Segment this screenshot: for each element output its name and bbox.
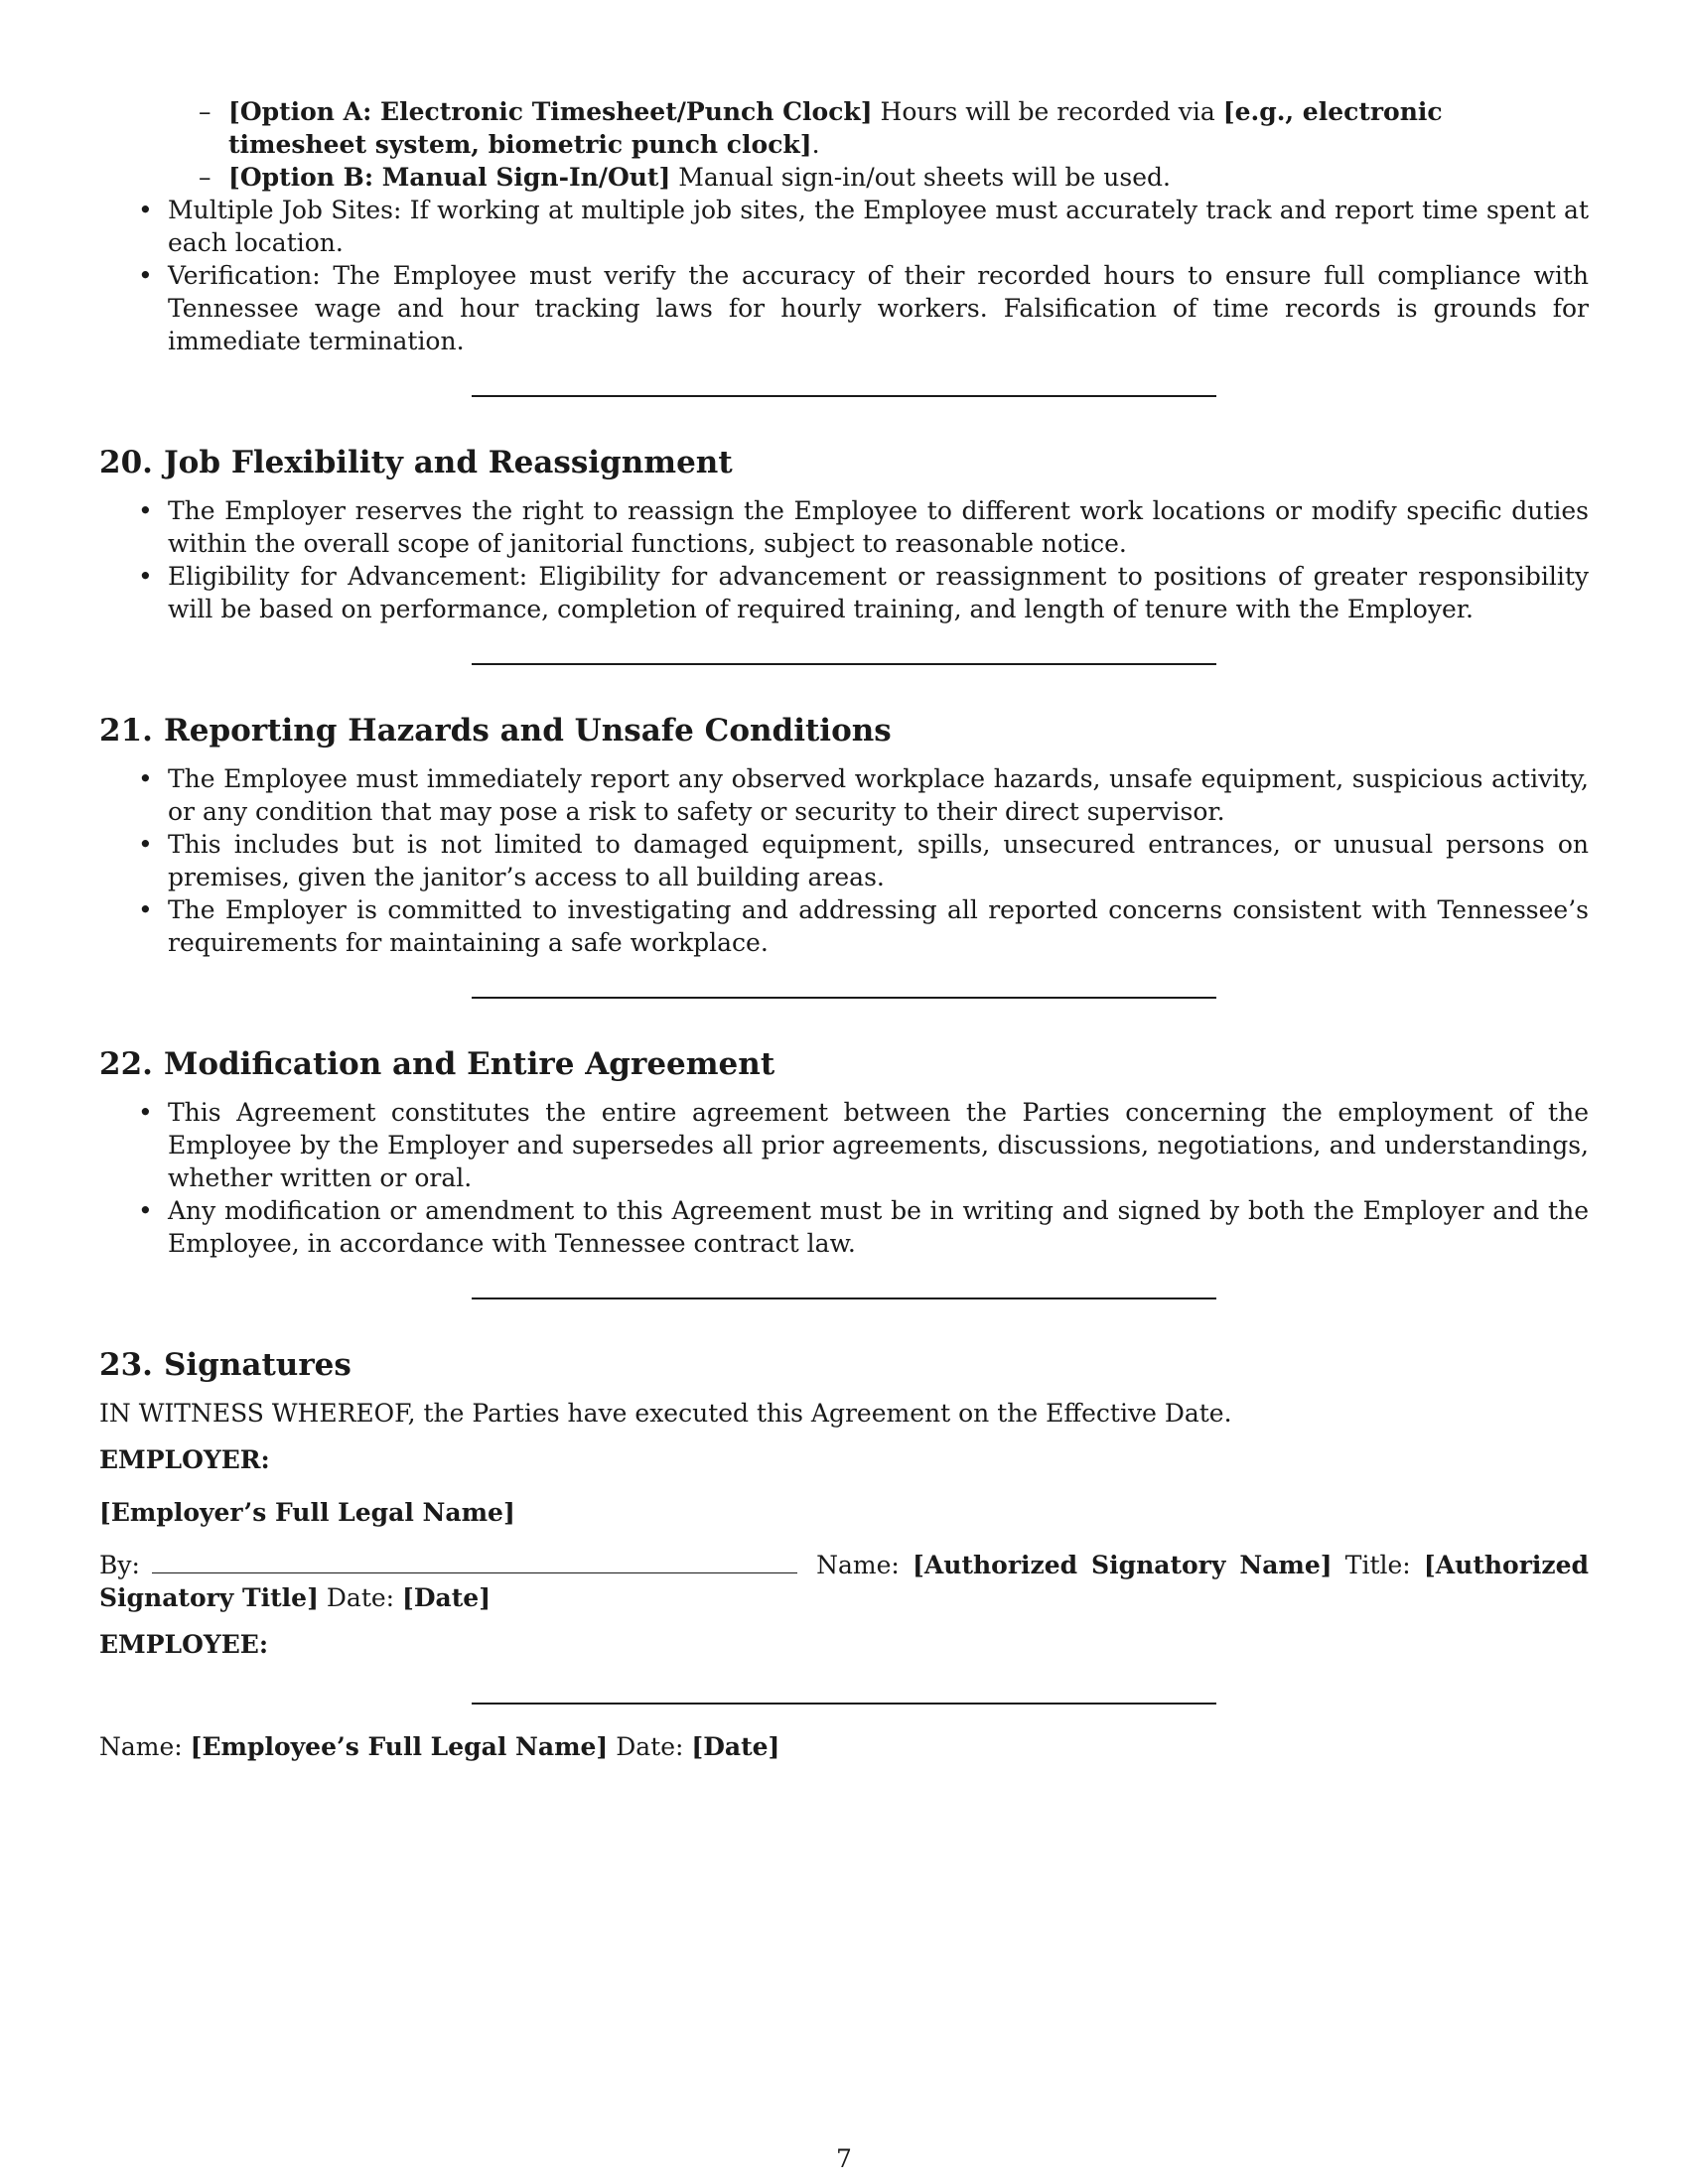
employee-name-label: Name: <box>99 1732 183 1761</box>
bullet-icon: • <box>138 764 153 793</box>
dash-marker: – <box>199 163 211 192</box>
option-a-text: Hours will be recorded via <box>872 97 1223 126</box>
section-title-23: 23. Signatures <box>99 1347 352 1383</box>
bullet-icon: • <box>138 895 153 924</box>
section-21-bullets <box>99 762 1589 959</box>
bullet-icon: • <box>138 1098 153 1127</box>
section-title-20: 20. Job Flexibility and Reassignment <box>99 445 733 480</box>
section-title-22: 22. Modification and Entire Agreement <box>99 1046 775 1082</box>
employer-signature-line[interactable] <box>152 1551 797 1573</box>
list-item: • Multiple Job Sites: If working at multiple job sites, the Employee must accurately track and report time spent at each location. <box>138 196 1589 257</box>
bullet-icon: • <box>138 1196 153 1225</box>
authorized-signatory-name: [Authorized Signatory Name] <box>913 1551 1333 1579</box>
authorized-signatory-title: [Authorized Signatory Title] <box>99 1551 1589 1612</box>
option-a-label: [Option A: Electronic Timesheet/Punch Clock] <box>228 97 873 126</box>
list-item: • The Employer reserves the right to reassign the Employee to different work locations or modify specific duties within the overall scope of janitorial functions, subject to reasonable notice. <box>138 496 1589 558</box>
section-divider <box>472 663 1216 665</box>
section-22-bullets <box>99 1096 1589 1260</box>
page-number: 7 <box>836 2144 852 2173</box>
employee-date: [Date] <box>691 1732 780 1761</box>
list-item: • The Employer is committed to investigating and addressing all reported concerns consistent with Tennessee’s requirements for maintaining a safe workplace. <box>138 895 1589 957</box>
document-page <box>99 95 1589 1763</box>
section-divider <box>472 1297 1216 1299</box>
option-b-label: [Option B: Manual Sign-In/Out] <box>228 163 671 192</box>
title-label: Title: <box>1344 1551 1411 1579</box>
employee-signature-block <box>99 1730 1589 1763</box>
section-20-bullets <box>99 494 1589 625</box>
employer-signature-block <box>99 1549 1589 1614</box>
name-label: Name: <box>816 1551 900 1579</box>
employer-date: [Date] <box>402 1583 492 1612</box>
bullet-icon: • <box>138 496 153 525</box>
bullet-icon: • <box>138 562 153 591</box>
list-item: • This Agreement constitutes the entire agreement between the Parties concerning the employment of the Employee by the Employer and supersedes all prior agreements, discussions, negotiations, and understandings, whether written or oral. <box>138 1098 1589 1192</box>
list-item: • The Employee must immediately report any observed workplace hazards, unsafe equipment, suspicious activity, or any condition that may pose a risk to safety or security to their direct supervisor. <box>138 764 1589 826</box>
employee-name: [Employee’s Full Legal Name] <box>190 1732 609 1761</box>
employee-date-label: Date: <box>616 1732 684 1761</box>
date-label: Date: <box>326 1583 395 1612</box>
option-a-item <box>199 95 1589 161</box>
bullet-icon: • <box>138 830 153 859</box>
timekeeping-bullets <box>99 194 1589 357</box>
option-a-end: . <box>811 130 820 159</box>
timekeeping-options <box>199 95 1589 194</box>
employee-signature-line[interactable] <box>472 1703 1216 1705</box>
dash-marker: – <box>199 97 211 126</box>
option-a-example: [e.g., electronic timesheet system, biometric punch clock] <box>228 97 1443 159</box>
list-item: • Any modification or amendment to this Agreement must be in writing and signed by both the Employer and the Employee, in accordance with Tennessee contract law. <box>138 1196 1589 1258</box>
option-b-item <box>199 161 1589 194</box>
section-divider <box>472 395 1216 397</box>
list-item: • This includes but is not limited to damaged equipment, spills, unsecured entrances, or unusual persons on premises, given the janitor’s access to all building areas. <box>138 830 1589 891</box>
bullet-icon: • <box>138 196 153 224</box>
option-b-text: Manual sign-in/out sheets will be used. <box>670 163 1171 192</box>
employer-name: [Employer’s Full Legal Name] <box>99 1498 515 1527</box>
section-divider <box>472 997 1216 999</box>
list-item: • Eligibility for Advancement: Eligibility for advancement or reassignment to positions of greater responsibility will be based on performance, completion of required training, and length of tenure with the Employer. <box>138 562 1589 623</box>
witness-statement: IN WITNESS WHEREOF, the Parties have executed this Agreement on the Effective Date. <box>99 1399 1232 1428</box>
employer-heading: EMPLOYER: <box>99 1445 270 1474</box>
by-label: By: <box>99 1551 140 1579</box>
list-item: • Verification: The Employee must verify the accuracy of their recorded hours to ensure full compliance with Tennessee wage and hour tracking laws for hourly workers. Falsification of time records is grounds for immediate termination. <box>138 261 1589 355</box>
section-title-21: 21. Reporting Hazards and Unsafe Conditions <box>99 713 892 749</box>
employee-heading: EMPLOYEE: <box>99 1630 269 1659</box>
bullet-icon: • <box>138 261 153 290</box>
